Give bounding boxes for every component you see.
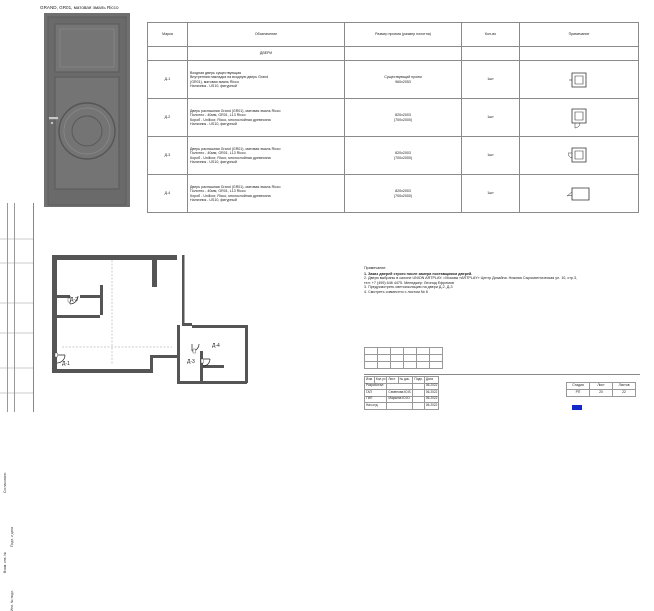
stage-value: РП [567,390,590,397]
company-logo [572,405,582,410]
door-plan-icon [520,61,639,99]
header-mark: Марка [148,23,188,47]
signatures-table [364,376,439,410]
strip-label-sign: Подп. и дата [10,527,14,547]
strip-label-replace: Взам. инв. № [3,551,7,573]
plan-label-d1: Д-1 [62,361,70,367]
strip-lines [0,203,33,412]
table-row [148,61,639,99]
note-item: 2. Двери выбраны в салоне UNION ARTPLAY: г.Москва «ARTPLAY» Центр Дизайна. Нижняя Сыромятническая ул. 10, стр.3, [364,276,578,281]
door-photo [44,13,130,207]
plan-label-d2: Д-2 [70,297,78,303]
stage-table [566,382,636,397]
door-mark: Д-1 [148,61,188,99]
sheet-head: Лист [590,383,613,390]
door-plan-icon [520,99,639,137]
door-mark: Д-4 [148,175,188,213]
note-item: 3. Предусмотреть светоизоляцию на двери Д-2, Д-3 [364,285,453,290]
table-row [148,99,639,137]
door-size: Существующий проем 960х2053 [345,61,462,99]
door-size: 820х2003 (700х2000) [345,137,462,175]
door-qty: 1шт [462,175,520,213]
door-qty: 1шт [462,99,520,137]
door-qty: 1шт [462,137,520,175]
door-mark: Д-3 [148,137,188,175]
door-spec-table [147,22,639,213]
group-label: ДВЕРИ [188,47,345,61]
sheet-value: 20 [590,390,613,397]
tb-head: Изм. [365,377,375,384]
table-row: ГАП Семенова Ю.В. 06.2022 [365,390,439,397]
image-caption: GRAND, GR01, матовая эмаль Ricco [40,5,119,10]
sheets-head: Листов [613,383,636,390]
header-qty: Кол-во [462,23,520,47]
header-note: Примечание [520,23,639,47]
header-designation: Обозначение [188,23,345,47]
door-desc: Дверь распашная Grand (GR01), матовая эмаль Ricco Полотно - 40мм, GR01, L13 Ricco Короб - Unilloor, Ricco, многослойная древесина Наличник - US10, фигурный [188,175,345,213]
door-size: 820х2003 (700х2000) [345,175,462,213]
notes-block [364,266,634,295]
plan-label-d4: Д-4 [212,343,220,349]
door-desc: Дверь распашная Grand (GR01), матовая эмаль Ricco Полотно - 40мм, GR01, L13 Ricco Короб - Unilloor, Ricco, многослойная древесина Наличник - US10, фигурный [188,99,345,137]
tb-head: № док. [398,377,413,384]
title-block [364,374,640,413]
strip-label-inv: Инв. № подл. [10,589,14,611]
table-row: ГИП Маркина Ю.Ю. 06.2022 [365,396,439,403]
header-size: Размер проема (размер полотна) [345,23,462,47]
sheets-value: 22 [613,390,636,397]
note-item: 4. Смотреть совместно с листом № 6 [364,289,428,294]
table-row: Разработал 06.2022 [365,383,439,390]
door-size: 820х2003 (700х2000) [345,99,462,137]
table-row: Нач.отд. 06.2022 [365,403,439,410]
plan-label-d3: Д-3 [187,359,195,365]
note-item: 1. Заказ дверей строго после замера поставщиком дверей. [364,271,473,276]
tb-head: Лист [387,377,398,384]
door-desc: Дверь распашная Grand (GR01), матовая эмаль Ricco Полотно - 40мм, GR01, L13 Ricco Короб - Unilloor, Ricco, многослойная древесина Наличник - US10, фигурный [188,137,345,175]
door-mark: Д-2 [148,99,188,137]
door-plan-icon [520,175,639,213]
revision-grid [364,347,443,369]
stage-head: Стадия [567,383,590,390]
door-plan-icon [520,137,639,175]
table-row [148,137,639,175]
strip-label-agreed: Согласовано [3,472,7,493]
tb-head: Кол.уч [374,377,387,384]
table-row [148,175,639,213]
floor-plan [52,255,264,387]
door-desc: Входная дверь существующая Внутренняя накладка на входную дверь Grand (GR01), матовая эмаль Ricco Наличник - US10, фигурный [188,61,345,99]
tb-head: Дата [424,377,439,384]
notes-heading: Примечание: [364,266,387,270]
note-item: тел: +7 (495) 646 4475. Менеджер: Леонид Ефремов [364,280,454,285]
tb-head: Подп. [413,377,424,384]
door-qty: 1шт [462,61,520,99]
